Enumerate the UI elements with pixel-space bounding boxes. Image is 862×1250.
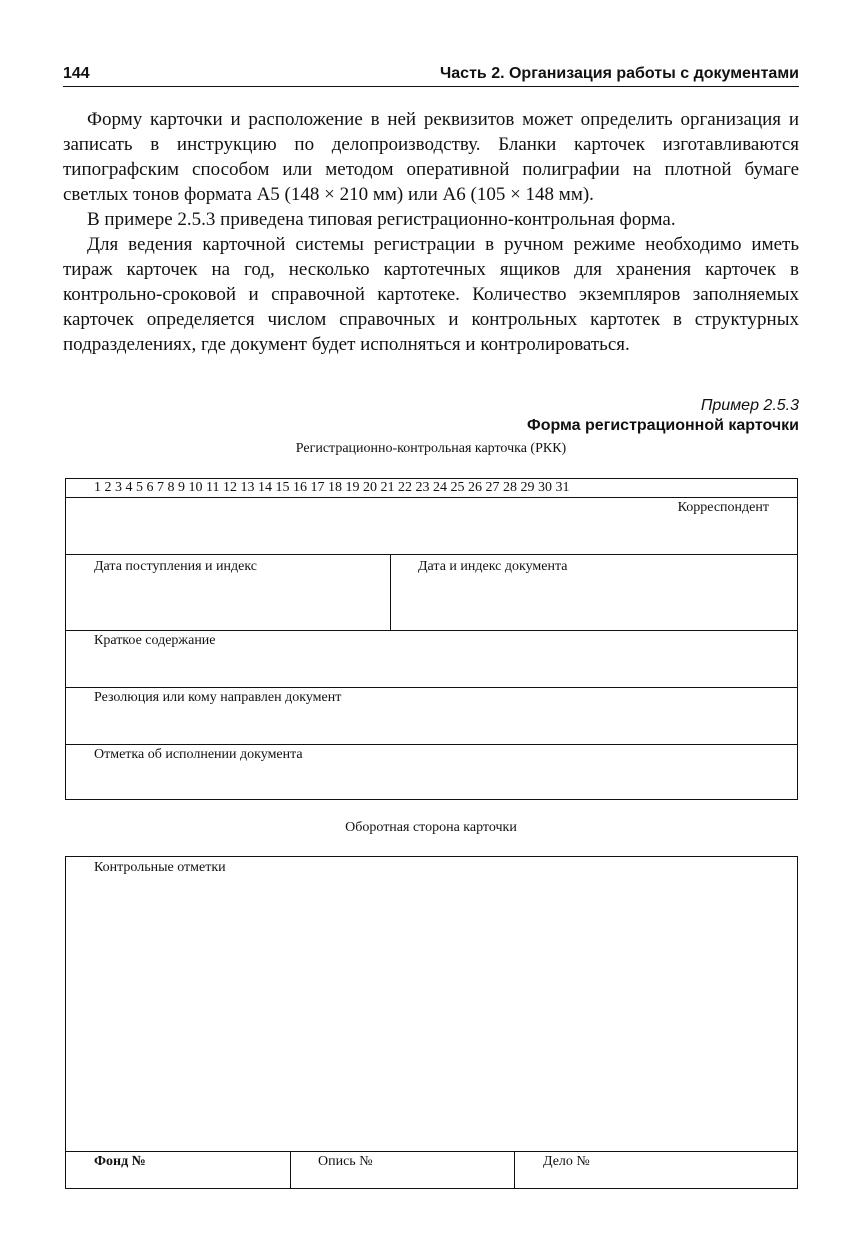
archive-row — [66, 1151, 797, 1188]
delo-label: Дело № — [543, 1154, 590, 1169]
chapter-title: Часть 2. Организация работы с документами — [440, 65, 799, 82]
resolution-row — [66, 687, 797, 744]
summary-label: Краткое содержание — [94, 633, 216, 648]
correspondent-row — [66, 497, 797, 554]
paragraph: Для ведения карточной системы регистрации в ручном режиме необходимо иметь тираж карточек на год, несколько картотечных ящиков для хранения карточек в контрольно-сроковой и справочной картотеке. Количество экземпляров заполняемых карточек определяется числом справочных и контрольных картотек в структурных подразделениях, где документ будет исполняться и контролироваться. — [63, 234, 799, 355]
document-date-label: Дата и индекс документа — [418, 559, 568, 574]
paragraph: В примере 2.5.3 приведена типовая регистрационно-контрольная форма. — [87, 209, 676, 230]
back-card-caption: Оборотная сторона карточки — [345, 820, 517, 835]
fond-label: Фонд № — [94, 1154, 146, 1169]
days-row — [66, 479, 797, 497]
body-text — [63, 107, 799, 357]
summary-row — [66, 630, 797, 687]
registration-card-back — [65, 856, 798, 1189]
example-title: Форма регистрационной карточки — [527, 417, 799, 434]
execution-row — [66, 744, 797, 799]
front-card-caption: Регистрационно-контрольная карточка (РКК) — [295, 441, 567, 456]
example-heading — [527, 396, 799, 436]
registration-card-front — [65, 478, 798, 800]
column-divider — [390, 555, 391, 630]
control-marks-area — [66, 857, 797, 1151]
execution-label: Отметка об исполнении документа — [94, 747, 303, 762]
correspondent-label: Корреспондент — [677, 500, 769, 515]
receipt-date-label: Дата поступления и индекс — [94, 559, 257, 574]
control-marks-label: Контрольные отметки — [94, 860, 226, 875]
paragraph: Форму карточки и расположение в ней реквизитов может определить организация и записать в инструкцию по делопроизводству. Бланки карточек изготавливаются типографским способом или методом оперативной полиграфии на плотной бумаге светлых тонов формата А5 (148 × 210 мм) или А6 (105 × 148 мм). — [63, 109, 799, 205]
column-divider — [514, 1152, 515, 1188]
resolution-label: Резолюция или кому направлен документ — [94, 690, 342, 705]
column-divider — [290, 1152, 291, 1188]
example-label: Пример 2.5.3 — [700, 397, 799, 414]
day-numbers: 1 2 3 4 5 6 7 8 9 10 11 12 13 14 15 16 17 18 19 20 21 22 23 24 25 26 27 28 29 30 31 — [94, 480, 570, 495]
running-header — [63, 62, 799, 87]
page-number: 144 — [63, 65, 90, 82]
opis-label: Опись № — [318, 1154, 373, 1169]
dates-row — [66, 554, 797, 630]
